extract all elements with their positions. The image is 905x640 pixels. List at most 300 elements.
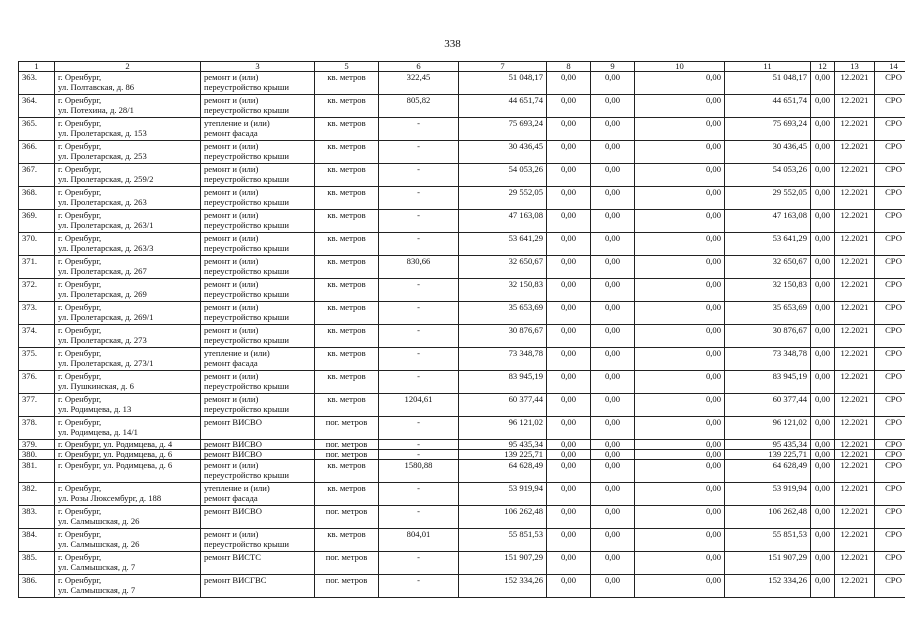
date-cell: 12.2021 (835, 450, 875, 460)
address-line: ул. Пушкинская, д. 6 (58, 381, 134, 391)
value-cell: 0,00 (547, 141, 591, 164)
value-cell: 0,00 (811, 483, 835, 506)
value-cell: 0,00 (591, 279, 635, 302)
value-cell: 0,00 (547, 210, 591, 233)
row-number: 383. (19, 506, 55, 529)
row-number: 380. (19, 450, 55, 460)
date-cell: 12.2021 (835, 256, 875, 279)
address-line: ул. Потехина, д. 28/1 (58, 105, 134, 115)
value-cell: 0,00 (635, 118, 725, 141)
work-line: ремонт фасада (204, 358, 258, 368)
value-cell: 0,00 (547, 256, 591, 279)
table-row (19, 164, 905, 187)
work-line: переустройство крыши (204, 335, 289, 345)
address-line: г. Оренбург, (58, 279, 102, 289)
address-line: ул. Пролетарская, д. 253 (58, 151, 147, 161)
unit-cell: пог. метров (315, 552, 379, 575)
value-cell: 0,00 (547, 440, 591, 450)
value-cell: 0,00 (547, 529, 591, 552)
value-cell: 0,00 (811, 233, 835, 256)
address-cell (55, 210, 201, 233)
address-line: г. Оренбург, (58, 529, 102, 539)
total-cost-cell: 51 048,17 (459, 72, 547, 95)
address-cell (55, 164, 201, 187)
fund-cost-cell: 30 876,67 (725, 325, 811, 348)
address-cell (55, 233, 201, 256)
fund-cost-cell: 152 334,26 (725, 575, 811, 598)
fund-cost-cell: 95 435,34 (725, 440, 811, 450)
value-cell: 0,00 (635, 371, 725, 394)
address-cell (55, 575, 201, 598)
table-row (19, 506, 905, 529)
value-cell: 0,00 (811, 141, 835, 164)
address-line: ул. Пролетарская, д. 267 (58, 266, 147, 276)
value-cell: 0,00 (547, 483, 591, 506)
row-number: 367. (19, 164, 55, 187)
fund-cost-cell: 32 650,67 (725, 256, 811, 279)
row-number: 365. (19, 118, 55, 141)
col-header: 13 (835, 62, 875, 72)
value-cell: 0,00 (547, 279, 591, 302)
address-cell (55, 450, 201, 460)
row-number: 364. (19, 95, 55, 118)
fund-cost-cell: 64 628,49 (725, 460, 811, 483)
area-cell: - (379, 417, 459, 440)
work-type-cell (201, 118, 315, 141)
unit-cell: кв. метров (315, 141, 379, 164)
address-cell (55, 394, 201, 417)
value-cell: 0,00 (811, 325, 835, 348)
fund-cost-cell: 106 262,48 (725, 506, 811, 529)
area-cell: - (379, 302, 459, 325)
work-line: переустройство крыши (204, 470, 289, 480)
address-line: г. Оренбург, (58, 483, 102, 493)
value-cell: 0,00 (635, 164, 725, 187)
value-cell: 0,00 (811, 552, 835, 575)
fund-cost-cell: 30 436,45 (725, 141, 811, 164)
work-type-cell (201, 529, 315, 552)
unit-cell: кв. метров (315, 95, 379, 118)
table-row (19, 325, 905, 348)
value-cell: 0,00 (591, 95, 635, 118)
unit-cell: кв. метров (315, 483, 379, 506)
method-cell: СРО (875, 164, 905, 187)
value-cell: 0,00 (547, 450, 591, 460)
work-line: ремонт и (или) (204, 95, 259, 105)
row-number: 363. (19, 72, 55, 95)
date-cell: 12.2021 (835, 394, 875, 417)
date-cell: 12.2021 (835, 460, 875, 483)
fund-cost-cell: 75 693,24 (725, 118, 811, 141)
address-cell (55, 483, 201, 506)
table-row (19, 233, 905, 256)
work-line: ремонт фасада (204, 493, 258, 503)
col-header: 2 (55, 62, 201, 72)
value-cell: 0,00 (811, 302, 835, 325)
unit-cell: пог. метров (315, 440, 379, 450)
value-cell: 0,00 (591, 417, 635, 440)
value-cell: 0,00 (635, 325, 725, 348)
fund-cost-cell: 60 377,44 (725, 394, 811, 417)
fund-cost-cell: 54 053,26 (725, 164, 811, 187)
address-cell (55, 187, 201, 210)
total-cost-cell: 106 262,48 (459, 506, 547, 529)
fund-cost-cell: 44 651,74 (725, 95, 811, 118)
work-line: ремонт ВИСТС (204, 552, 262, 562)
row-number: 376. (19, 371, 55, 394)
value-cell: 0,00 (591, 141, 635, 164)
method-cell: СРО (875, 506, 905, 529)
address-cell (55, 279, 201, 302)
col-header: 9 (591, 62, 635, 72)
address-line: ул. Салмышская, д. 7 (58, 585, 136, 595)
col-header: 14 (875, 62, 905, 72)
value-cell: 0,00 (635, 72, 725, 95)
value-cell: 0,00 (547, 164, 591, 187)
address-line: г. Оренбург, (58, 394, 102, 404)
table-row (19, 72, 905, 95)
row-number: 385. (19, 552, 55, 575)
method-cell: СРО (875, 95, 905, 118)
value-cell: 0,00 (811, 72, 835, 95)
fund-cost-cell: 96 121,02 (725, 417, 811, 440)
work-line: ремонт и (или) (204, 187, 259, 197)
unit-cell: кв. метров (315, 118, 379, 141)
address-cell (55, 348, 201, 371)
row-number: 374. (19, 325, 55, 348)
table-body (19, 72, 905, 598)
method-cell: СРО (875, 141, 905, 164)
col-header: 8 (547, 62, 591, 72)
area-cell: - (379, 164, 459, 187)
work-type-cell (201, 371, 315, 394)
value-cell: 0,00 (591, 233, 635, 256)
value-cell: 0,00 (591, 371, 635, 394)
value-cell: 0,00 (635, 394, 725, 417)
value-cell: 0,00 (635, 417, 725, 440)
fund-cost-cell: 35 653,69 (725, 302, 811, 325)
value-cell: 0,00 (547, 302, 591, 325)
row-number: 381. (19, 460, 55, 483)
value-cell: 0,00 (811, 460, 835, 483)
method-cell: СРО (875, 233, 905, 256)
area-cell: - (379, 141, 459, 164)
value-cell: 0,00 (635, 506, 725, 529)
method-cell: СРО (875, 394, 905, 417)
method-cell: СРО (875, 529, 905, 552)
area-cell: - (379, 348, 459, 371)
unit-cell: кв. метров (315, 256, 379, 279)
value-cell: 0,00 (547, 506, 591, 529)
work-type-cell (201, 187, 315, 210)
address-line: ул. Родимцева, д. 13 (58, 404, 132, 414)
value-cell: 0,00 (591, 575, 635, 598)
value-cell: 0,00 (547, 575, 591, 598)
value-cell: 0,00 (591, 348, 635, 371)
unit-cell: кв. метров (315, 302, 379, 325)
value-cell: 0,00 (547, 118, 591, 141)
work-type-cell (201, 210, 315, 233)
address-line: г. Оренбург, (58, 95, 102, 105)
address-cell (55, 95, 201, 118)
value-cell: 0,00 (811, 348, 835, 371)
value-cell: 0,00 (547, 552, 591, 575)
date-cell: 12.2021 (835, 95, 875, 118)
fund-cost-cell: 51 048,17 (725, 72, 811, 95)
unit-cell: кв. метров (315, 348, 379, 371)
address-line: г. Оренбург, (58, 575, 102, 585)
value-cell: 0,00 (635, 279, 725, 302)
work-line: переустройство крыши (204, 174, 289, 184)
work-line: ремонт и (или) (204, 72, 259, 82)
date-cell: 12.2021 (835, 233, 875, 256)
method-cell: СРО (875, 417, 905, 440)
col-header: 11 (725, 62, 811, 72)
area-cell: 1204,61 (379, 394, 459, 417)
value-cell: 0,00 (547, 460, 591, 483)
date-cell: 12.2021 (835, 187, 875, 210)
address-line: г. Оренбург, (58, 256, 102, 266)
table-row (19, 141, 905, 164)
date-cell: 12.2021 (835, 325, 875, 348)
value-cell: 0,00 (591, 460, 635, 483)
fund-cost-cell: 29 552,05 (725, 187, 811, 210)
area-cell: - (379, 210, 459, 233)
work-line: переустройство крыши (204, 289, 289, 299)
value-cell: 0,00 (591, 302, 635, 325)
address-cell (55, 371, 201, 394)
date-cell: 12.2021 (835, 279, 875, 302)
address-line: ул. Пролетарская, д. 273/1 (58, 358, 154, 368)
col-header: 7 (459, 62, 547, 72)
address-line: ул. Пролетарская, д. 263/1 (58, 220, 154, 230)
address-cell (55, 256, 201, 279)
row-number: 384. (19, 529, 55, 552)
address-line: ул. Пролетарская, д. 269/1 (58, 312, 154, 322)
address-line: ул. Розы Люксембург, д. 188 (58, 493, 162, 503)
method-cell: СРО (875, 440, 905, 450)
work-line: утепление и (или) (204, 483, 270, 493)
work-type-cell (201, 450, 315, 460)
date-cell: 12.2021 (835, 417, 875, 440)
total-cost-cell: 54 053,26 (459, 164, 547, 187)
work-line: ремонт и (или) (204, 279, 259, 289)
work-type-cell (201, 575, 315, 598)
total-cost-cell: 47 163,08 (459, 210, 547, 233)
date-cell: 12.2021 (835, 483, 875, 506)
work-line: переустройство крыши (204, 197, 289, 207)
fund-cost-cell: 139 225,71 (725, 450, 811, 460)
table-row (19, 95, 905, 118)
value-cell: 0,00 (591, 529, 635, 552)
table-row (19, 394, 905, 417)
area-cell: 322,45 (379, 72, 459, 95)
value-cell: 0,00 (811, 118, 835, 141)
address-line: ул. Пролетарская, д. 273 (58, 335, 147, 345)
row-number: 382. (19, 483, 55, 506)
method-cell: СРО (875, 279, 905, 302)
row-number: 377. (19, 394, 55, 417)
table-row (19, 460, 905, 483)
area-cell: 1580,88 (379, 460, 459, 483)
date-cell: 12.2021 (835, 371, 875, 394)
table-row (19, 118, 905, 141)
total-cost-cell: 30 436,45 (459, 141, 547, 164)
value-cell: 0,00 (811, 210, 835, 233)
total-cost-cell: 151 907,29 (459, 552, 547, 575)
value-cell: 0,00 (635, 460, 725, 483)
address-line: ул. Пролетарская, д. 263 (58, 197, 147, 207)
value-cell: 0,00 (591, 210, 635, 233)
row-number: 368. (19, 187, 55, 210)
method-cell: СРО (875, 348, 905, 371)
address-line: г. Оренбург, (58, 325, 102, 335)
value-cell: 0,00 (591, 483, 635, 506)
area-cell: 830,66 (379, 256, 459, 279)
address-line: г. Оренбург, (58, 141, 102, 151)
method-cell: СРО (875, 552, 905, 575)
work-line: ремонт ВИСВО (204, 417, 262, 427)
unit-cell: кв. метров (315, 371, 379, 394)
value-cell: 0,00 (811, 164, 835, 187)
work-line: ремонт и (или) (204, 233, 259, 243)
work-type-cell (201, 483, 315, 506)
value-cell: 0,00 (547, 371, 591, 394)
date-cell: 12.2021 (835, 552, 875, 575)
value-cell: 0,00 (547, 394, 591, 417)
row-number: 386. (19, 575, 55, 598)
address-cell (55, 460, 201, 483)
table-row (19, 279, 905, 302)
fund-cost-cell: 32 150,83 (725, 279, 811, 302)
work-type-cell (201, 348, 315, 371)
work-line: переустройство крыши (204, 381, 289, 391)
row-number: 369. (19, 210, 55, 233)
col-header: 10 (635, 62, 725, 72)
date-cell: 12.2021 (835, 210, 875, 233)
value-cell: 0,00 (635, 348, 725, 371)
method-cell: СРО (875, 256, 905, 279)
value-cell: 0,00 (635, 450, 725, 460)
work-line: ремонт ВИСВО (204, 439, 262, 449)
unit-cell: пог. метров (315, 417, 379, 440)
method-cell: СРО (875, 210, 905, 233)
value-cell: 0,00 (635, 575, 725, 598)
work-type-cell (201, 394, 315, 417)
unit-cell: кв. метров (315, 325, 379, 348)
table-row (19, 187, 905, 210)
address-cell (55, 302, 201, 325)
total-cost-cell: 53 641,29 (459, 233, 547, 256)
row-number: 366. (19, 141, 55, 164)
work-line: переустройство крыши (204, 243, 289, 253)
table-row (19, 440, 905, 450)
address-cell (55, 440, 201, 450)
work-line: переустройство крыши (204, 266, 289, 276)
value-cell: 0,00 (547, 348, 591, 371)
total-cost-cell: 95 435,34 (459, 440, 547, 450)
work-line: переустройство крыши (204, 220, 289, 230)
area-cell: 805,82 (379, 95, 459, 118)
date-cell: 12.2021 (835, 118, 875, 141)
work-type-cell (201, 164, 315, 187)
date-cell: 12.2021 (835, 575, 875, 598)
value-cell: 0,00 (635, 256, 725, 279)
col-header: 1 (19, 62, 55, 72)
col-header: 5 (315, 62, 379, 72)
total-cost-cell: 35 653,69 (459, 302, 547, 325)
area-cell: - (379, 118, 459, 141)
value-cell: 0,00 (591, 118, 635, 141)
work-line: переустройство крыши (204, 151, 289, 161)
row-number: 370. (19, 233, 55, 256)
work-line: ремонт и (или) (204, 460, 259, 470)
value-cell: 0,00 (635, 483, 725, 506)
table-row (19, 371, 905, 394)
date-cell: 12.2021 (835, 529, 875, 552)
date-cell: 12.2021 (835, 348, 875, 371)
address-line: г. Оренбург, (58, 164, 102, 174)
value-cell: 0,00 (591, 440, 635, 450)
value-cell: 0,00 (635, 95, 725, 118)
value-cell: 0,00 (811, 279, 835, 302)
total-cost-cell: 53 919,94 (459, 483, 547, 506)
area-cell: - (379, 325, 459, 348)
value-cell: 0,00 (811, 506, 835, 529)
work-line: ремонт и (или) (204, 210, 259, 220)
work-line: ремонт ВИСГВС (204, 575, 267, 585)
work-line: переустройство крыши (204, 404, 289, 414)
value-cell: 0,00 (547, 72, 591, 95)
value-cell: 0,00 (635, 233, 725, 256)
work-line: ремонт фасада (204, 128, 258, 138)
value-cell: 0,00 (635, 302, 725, 325)
address-line: г. Оренбург, (58, 371, 102, 381)
method-cell: СРО (875, 118, 905, 141)
address-line: г. Оренбург, ул. Родимцева, д. 6 (58, 460, 173, 470)
unit-cell: кв. метров (315, 210, 379, 233)
address-line: ул. Пролетарская, д. 263/3 (58, 243, 154, 253)
value-cell: 0,00 (547, 187, 591, 210)
registry-table (18, 61, 905, 598)
value-cell: 0,00 (635, 529, 725, 552)
value-cell: 0,00 (547, 417, 591, 440)
address-line: ул. Салмышская, д. 26 (58, 539, 140, 549)
unit-cell: кв. метров (315, 279, 379, 302)
address-line: ул. Пролетарская, д. 153 (58, 128, 147, 138)
method-cell: СРО (875, 302, 905, 325)
address-line: г. Оренбург, (58, 118, 102, 128)
total-cost-cell: 139 225,71 (459, 450, 547, 460)
fund-cost-cell: 55 851,53 (725, 529, 811, 552)
value-cell: 0,00 (591, 256, 635, 279)
value-cell: 0,00 (547, 233, 591, 256)
date-cell: 12.2021 (835, 164, 875, 187)
value-cell: 0,00 (591, 72, 635, 95)
address-line: г. Оренбург, ул. Родимцева, д. 4 (58, 439, 173, 449)
work-type-cell (201, 95, 315, 118)
method-cell: СРО (875, 325, 905, 348)
address-line: г. Оренбург, (58, 302, 102, 312)
address-line: г. Оренбург, (58, 348, 102, 358)
address-cell (55, 529, 201, 552)
total-cost-cell: 64 628,49 (459, 460, 547, 483)
area-cell: - (379, 233, 459, 256)
value-cell: 0,00 (591, 325, 635, 348)
address-cell (55, 552, 201, 575)
address-line: ул. Салмышская, д. 26 (58, 516, 140, 526)
address-cell (55, 417, 201, 440)
